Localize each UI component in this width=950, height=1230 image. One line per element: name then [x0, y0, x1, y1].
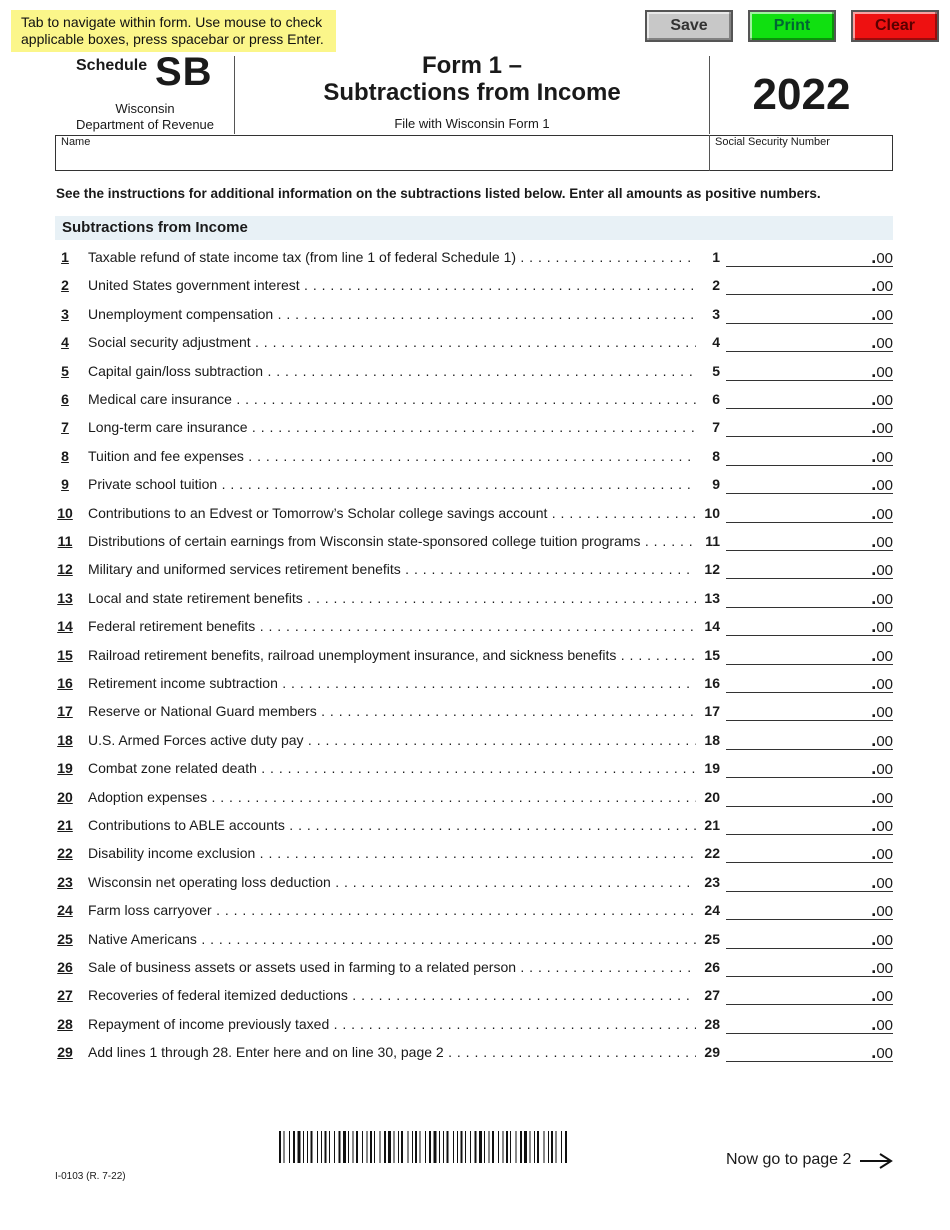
amount-field[interactable] [726, 275, 893, 295]
schedule-label: Schedule [76, 57, 148, 74]
barcode-bar [429, 1131, 431, 1163]
line-reference-number: 10 [698, 505, 720, 521]
line-number: 29 [57, 1044, 73, 1061]
amount-field[interactable] [726, 985, 893, 1005]
cents-value: 00 [876, 874, 893, 892]
line-row [0, 871, 950, 902]
amount-field[interactable] [726, 588, 893, 608]
decimal-point: . [871, 445, 877, 466]
line-row [0, 675, 950, 703]
cents-value: 00 [876, 988, 893, 1006]
form-id: I-0103 (R. 7-22) [55, 1171, 126, 1182]
line-reference-number: 20 [698, 789, 720, 805]
decimal-point: . [871, 275, 877, 296]
line-number: 3 [61, 305, 69, 322]
barcode-bar [434, 1131, 437, 1163]
barcode-bar [556, 1131, 557, 1163]
amount-field[interactable] [726, 503, 893, 523]
line-description: Repayment of income previously taxed . . . [88, 1016, 696, 1032]
form-title-line2: Subtractions from Income [323, 79, 621, 106]
line-row [0, 845, 950, 873]
barcode-bar [339, 1131, 341, 1163]
cents-value: 00 [876, 846, 893, 864]
barcode-bar [408, 1131, 409, 1163]
barcode-bar [465, 1131, 466, 1163]
amount-field[interactable] [726, 645, 893, 665]
amount-field[interactable] [726, 559, 893, 579]
barcode-bar [530, 1131, 531, 1163]
line-description: Long-term care insurance . . . [88, 419, 696, 435]
line-row [0, 729, 950, 760]
cents-value: 00 [876, 1016, 893, 1034]
line-row [0, 445, 950, 476]
form-title-line1: Form 1 – [421, 52, 523, 79]
amount-field[interactable] [726, 1014, 893, 1034]
barcode-bar [356, 1131, 358, 1163]
line-number: 12 [57, 561, 73, 578]
barcode-bar [401, 1131, 403, 1163]
line-row [0, 502, 950, 533]
line-number: 11 [57, 533, 73, 549]
schedule-code: SB [155, 50, 213, 94]
line-row [0, 703, 950, 731]
amount-field[interactable] [726, 616, 893, 636]
navigation-tip: Tab to navigate within form. Use mouse to check applicable boxes, press spacebar or press Enter. [11, 10, 336, 52]
barcode-bar [443, 1131, 444, 1163]
decimal-point: . [871, 247, 877, 267]
barcode-bar [329, 1131, 330, 1163]
cents-value: 00 [876, 562, 893, 580]
line-row [0, 277, 950, 305]
barcode-bar [388, 1131, 391, 1163]
decimal-point: . [871, 957, 877, 977]
line-row [0, 959, 950, 987]
amount-field[interactable] [726, 730, 893, 750]
cents-value: 00 [876, 363, 893, 381]
barcode-bar [353, 1131, 354, 1163]
line-reference-number: 21 [698, 817, 720, 833]
decimal-point: . [871, 389, 877, 409]
line-number: 6 [61, 391, 69, 407]
line-row [0, 644, 950, 675]
line-row [0, 561, 950, 589]
cents-value: 00 [876, 903, 893, 921]
barcode-bar [384, 1131, 386, 1163]
barcode-bar [303, 1131, 304, 1163]
barcode-bar [453, 1131, 454, 1163]
line-number: 16 [57, 675, 73, 691]
line-description: Tuition and fee expenses . . . [88, 448, 696, 464]
decimal-point: . [871, 559, 877, 580]
barcode-bar [362, 1131, 363, 1163]
line-description: Disability income exclusion . . . [88, 845, 696, 861]
decimal-point: . [871, 303, 877, 324]
line-row [0, 987, 950, 1015]
line-row [0, 249, 950, 277]
decimal-point: . [871, 587, 877, 608]
line-description: Reserve or National Guard members . . . [88, 703, 696, 719]
cents-value: 00 [876, 306, 893, 324]
line-reference-number: 1 [698, 249, 720, 265]
barcode-bar [457, 1131, 458, 1163]
barcode-bar [412, 1131, 413, 1163]
line-reference-number: 26 [698, 959, 720, 975]
line-number: 28 [57, 1015, 73, 1032]
decimal-point: . [871, 673, 877, 693]
barcode-bar [544, 1131, 545, 1163]
line-row [0, 334, 950, 362]
barcode-bar [298, 1131, 301, 1163]
decimal-point: . [871, 417, 877, 438]
cents-value: 00 [876, 1045, 893, 1063]
line-reference-number: 16 [698, 675, 720, 691]
line-reference-number: 27 [698, 987, 720, 1003]
barcode-bar [334, 1131, 335, 1163]
cents-value: 00 [876, 676, 893, 693]
barcode-bar [325, 1131, 327, 1163]
cents-value: 00 [876, 761, 893, 779]
line-description: U.S. Armed Forces active duty pay . . . [88, 732, 696, 748]
tax-year: 2022 [752, 70, 851, 119]
amount-field[interactable] [726, 957, 893, 977]
decimal-point: . [871, 616, 877, 637]
barcode-bar [289, 1131, 290, 1163]
line-number: 1 [61, 249, 69, 265]
line-reference-number: 4 [698, 334, 720, 350]
barcode-bar [510, 1131, 511, 1163]
amount-field[interactable] [726, 872, 893, 892]
line-description: United States government interest . . . [88, 277, 696, 293]
barcode-bar [284, 1131, 285, 1163]
line-number: 4 [61, 334, 69, 351]
barcode-bar [537, 1131, 539, 1163]
amount-field[interactable] [726, 815, 893, 835]
amount-field[interactable] [726, 474, 893, 494]
line-number: 2 [61, 277, 69, 294]
line-number: 15 [57, 646, 73, 663]
decimal-point: . [871, 1013, 877, 1034]
line-number: 9 [61, 476, 69, 493]
decimal-point: . [871, 928, 877, 949]
cents-value: 00 [876, 960, 893, 977]
barcode-bar [561, 1131, 562, 1163]
line-reference-number: 5 [698, 363, 720, 379]
barcode-bar [398, 1131, 399, 1163]
cents-value: 00 [876, 278, 893, 296]
line-row [0, 587, 950, 618]
barcode-bar [311, 1131, 313, 1163]
barcode-image [279, 1131, 572, 1163]
amount-field[interactable] [726, 929, 893, 949]
line-row [0, 533, 950, 561]
line-description: Capital gain/loss subtraction . . . [88, 363, 696, 379]
amount-field[interactable] [726, 900, 893, 920]
barcode-bar [367, 1131, 368, 1163]
barcode-bar [439, 1131, 440, 1163]
line-number: 5 [61, 362, 69, 379]
decimal-point: . [871, 332, 877, 353]
ssn-field[interactable]: Social Security Number [715, 136, 830, 148]
line-reference-number: 13 [698, 590, 720, 606]
cents-value: 00 [876, 335, 893, 353]
cents-value: 00 [876, 704, 893, 722]
line-number: 17 [57, 703, 73, 720]
line-reference-number: 19 [698, 760, 720, 776]
amount-field[interactable] [726, 758, 893, 778]
barcode-bar [520, 1131, 522, 1163]
cents-value: 00 [876, 590, 893, 608]
amount-field[interactable] [726, 389, 893, 409]
line-row [0, 476, 950, 504]
clear-button[interactable]: Clear [851, 10, 939, 42]
barcode-bar [492, 1131, 494, 1163]
amount-field[interactable] [726, 332, 893, 352]
barcode-bar [415, 1131, 417, 1163]
barcode-bar [470, 1131, 471, 1163]
barcode-bar [348, 1131, 349, 1163]
line-description: Taxable refund of state income tax (from line 1 of federal Schedule 1) . . . [88, 249, 696, 265]
barcode-bar [374, 1131, 375, 1163]
agency-state: Wisconsin [115, 101, 175, 116]
amount-field[interactable] [726, 1042, 893, 1062]
print-button[interactable]: Print [748, 10, 836, 42]
barcode-bar [516, 1131, 517, 1163]
line-reference-number: 24 [698, 902, 720, 918]
amount-field[interactable] [726, 247, 893, 267]
line-description: Sale of business assets or assets used in farming to a related person . . . [88, 959, 696, 975]
decimal-point: . [871, 531, 877, 551]
name-field[interactable]: Name [61, 136, 91, 148]
line-description: Railroad retirement benefits, railroad unemployment insurance, and sickness benefits . . . [88, 647, 696, 663]
cents-value: 00 [876, 789, 893, 807]
line-description: Private school tuition . . . [88, 476, 696, 492]
line-reference-number: 23 [698, 874, 720, 890]
line-row [0, 928, 950, 959]
decimal-point: . [871, 701, 877, 722]
line-reference-number: 17 [698, 703, 720, 719]
line-number: 27 [57, 987, 73, 1004]
barcode-bar [420, 1131, 421, 1163]
line-number: 19 [57, 760, 73, 777]
cents-value: 00 [876, 505, 893, 523]
barcode-bar [307, 1131, 308, 1163]
barcode-bar [447, 1131, 449, 1163]
line-number: 20 [57, 788, 73, 805]
decimal-point: . [871, 729, 877, 750]
line-reference-number: 7 [698, 419, 720, 435]
line-number: 23 [57, 873, 73, 890]
line-row [0, 303, 950, 334]
line-number: 25 [57, 930, 73, 947]
barcode-bar [479, 1131, 482, 1163]
decimal-point: . [871, 758, 877, 779]
barcode-bar [565, 1131, 567, 1163]
decimal-point: . [871, 502, 877, 523]
next-page-note: Now go to page 2 [726, 1151, 852, 1168]
line-number: 10 [57, 504, 73, 521]
line-reference-number: 6 [698, 391, 720, 407]
line-description: Unemployment compensation . . . [88, 306, 696, 322]
amount-field[interactable] [726, 361, 893, 381]
cents-value: 00 [876, 647, 893, 665]
amount-field[interactable] [726, 843, 893, 863]
line-row [0, 360, 950, 391]
line-row [0, 1044, 950, 1072]
section-title: Subtractions from Income [62, 219, 248, 236]
decimal-point: . [871, 900, 877, 921]
line-description: Distributions of certain earnings from Wisconsin state-sponsored college tuition programs . . . [88, 533, 696, 549]
cents-value: 00 [876, 818, 893, 835]
instructions-text: See the instructions for additional information on the subtractions listed below. Enter all amounts as positive numbers. [56, 186, 821, 201]
line-reference-number: 11 [698, 533, 720, 549]
line-row [0, 817, 950, 845]
line-reference-number: 25 [698, 931, 720, 947]
decimal-point: . [871, 644, 877, 665]
line-reference-number: 22 [698, 845, 720, 861]
line-description: Medical care insurance . . . [88, 391, 696, 407]
cents-value: 00 [876, 477, 893, 495]
line-reference-number: 8 [698, 448, 720, 464]
line-row [0, 391, 950, 419]
amount-field[interactable] [726, 701, 893, 721]
amount-field[interactable] [726, 787, 893, 807]
amount-field[interactable] [726, 673, 893, 693]
line-number: 22 [57, 845, 73, 862]
cents-value: 00 [876, 931, 893, 949]
barcode-bar [551, 1131, 553, 1163]
line-number: 26 [57, 959, 73, 975]
decimal-point: . [871, 1042, 877, 1063]
cents-value: 00 [876, 448, 893, 466]
line-reference-number: 12 [698, 561, 720, 577]
decimal-point: . [871, 360, 877, 381]
decimal-point: . [871, 786, 877, 807]
barcode-bar [394, 1131, 395, 1163]
line-reference-number: 2 [698, 277, 720, 293]
line-row [0, 419, 950, 447]
save-button[interactable]: Save [645, 10, 733, 42]
barcode-bar [380, 1131, 381, 1163]
amount-field[interactable] [726, 417, 893, 437]
barcode-bar [524, 1131, 527, 1163]
line-reference-number: 28 [698, 1016, 720, 1032]
decimal-point: . [871, 871, 877, 892]
line-description: Local and state retirement benefits . . . [88, 590, 696, 606]
line-description: Combat zone related death . . . [88, 760, 696, 776]
barcode-bar [321, 1131, 322, 1163]
barcode-bar [293, 1131, 295, 1163]
line-row [0, 760, 950, 788]
line-description: Federal retirement benefits . . . [88, 618, 696, 634]
line-description: Native Americans . . . [88, 931, 696, 947]
line-reference-number: 15 [698, 647, 720, 663]
line-reference-number: 14 [698, 618, 720, 634]
line-row [0, 786, 950, 817]
line-description: Add lines 1 through 28. Enter here and on line 30, page 2 . . . [88, 1044, 696, 1060]
line-number: 8 [61, 447, 69, 464]
amount-field[interactable] [726, 304, 893, 324]
line-description: Social security adjustment . . . [88, 334, 696, 350]
decimal-point: . [871, 815, 877, 835]
line-description: Wisconsin net operating loss deduction . . . [88, 874, 696, 890]
line-reference-number: 29 [698, 1044, 720, 1060]
cents-value: 00 [876, 250, 893, 267]
amount-field[interactable] [726, 446, 893, 466]
line-row [0, 618, 950, 646]
barcode-bar [548, 1131, 549, 1163]
amount-field[interactable] [726, 531, 893, 551]
line-description: Military and uniformed services retirement benefits . . . [88, 561, 696, 577]
barcode-bar [484, 1131, 485, 1163]
cents-value: 00 [876, 619, 893, 637]
barcode-bar [461, 1131, 463, 1163]
cents-value: 00 [876, 534, 893, 551]
barcode-bar [425, 1131, 426, 1163]
barcode-bar [534, 1131, 535, 1163]
barcode-bar [343, 1131, 346, 1163]
line-row [0, 902, 950, 930]
barcode-bar [503, 1131, 504, 1163]
line-description: Retirement income subtraction . . . [88, 675, 696, 691]
line-description: Contributions to an Edvest or Tomorrow’s Scholar college savings account . . . [88, 505, 696, 521]
line-description: Adoption expenses . . . [88, 789, 696, 805]
barcode-bar [279, 1131, 281, 1163]
barcode-bar [475, 1131, 477, 1163]
line-number: 24 [57, 902, 73, 919]
decimal-point: . [871, 985, 877, 1006]
cents-value: 00 [876, 732, 893, 750]
barcode-bar [506, 1131, 508, 1163]
agency-department: Department of Revenue [75, 117, 215, 132]
cents-value: 00 [876, 420, 893, 438]
line-description: Recoveries of federal itemized deductions . . . [88, 987, 696, 1003]
line-number: 14 [57, 618, 73, 635]
line-reference-number: 18 [698, 732, 720, 748]
line-description: Contributions to ABLE accounts . . . [88, 817, 696, 833]
line-number: 13 [57, 589, 73, 606]
arrow-right-icon [858, 1151, 894, 1171]
line-description: Farm loss carryover . . . [88, 902, 696, 918]
line-reference-number: 3 [698, 306, 720, 322]
line-number: 21 [57, 817, 73, 833]
barcode-bar [317, 1131, 318, 1163]
decimal-point: . [871, 474, 877, 495]
line-row [0, 1013, 950, 1044]
cents-value: 00 [876, 392, 893, 409]
barcode-bar [370, 1131, 372, 1163]
line-number: 18 [57, 731, 73, 748]
barcode-bar [489, 1131, 490, 1163]
decimal-point: . [871, 843, 877, 864]
name-ssn-divider [709, 135, 710, 171]
file-with-note: File with Wisconsin Form 1 [394, 116, 550, 131]
header-divider-left [234, 56, 235, 134]
line-reference-number: 9 [698, 476, 720, 492]
line-number: 7 [61, 419, 69, 436]
barcode-bar [498, 1131, 499, 1163]
